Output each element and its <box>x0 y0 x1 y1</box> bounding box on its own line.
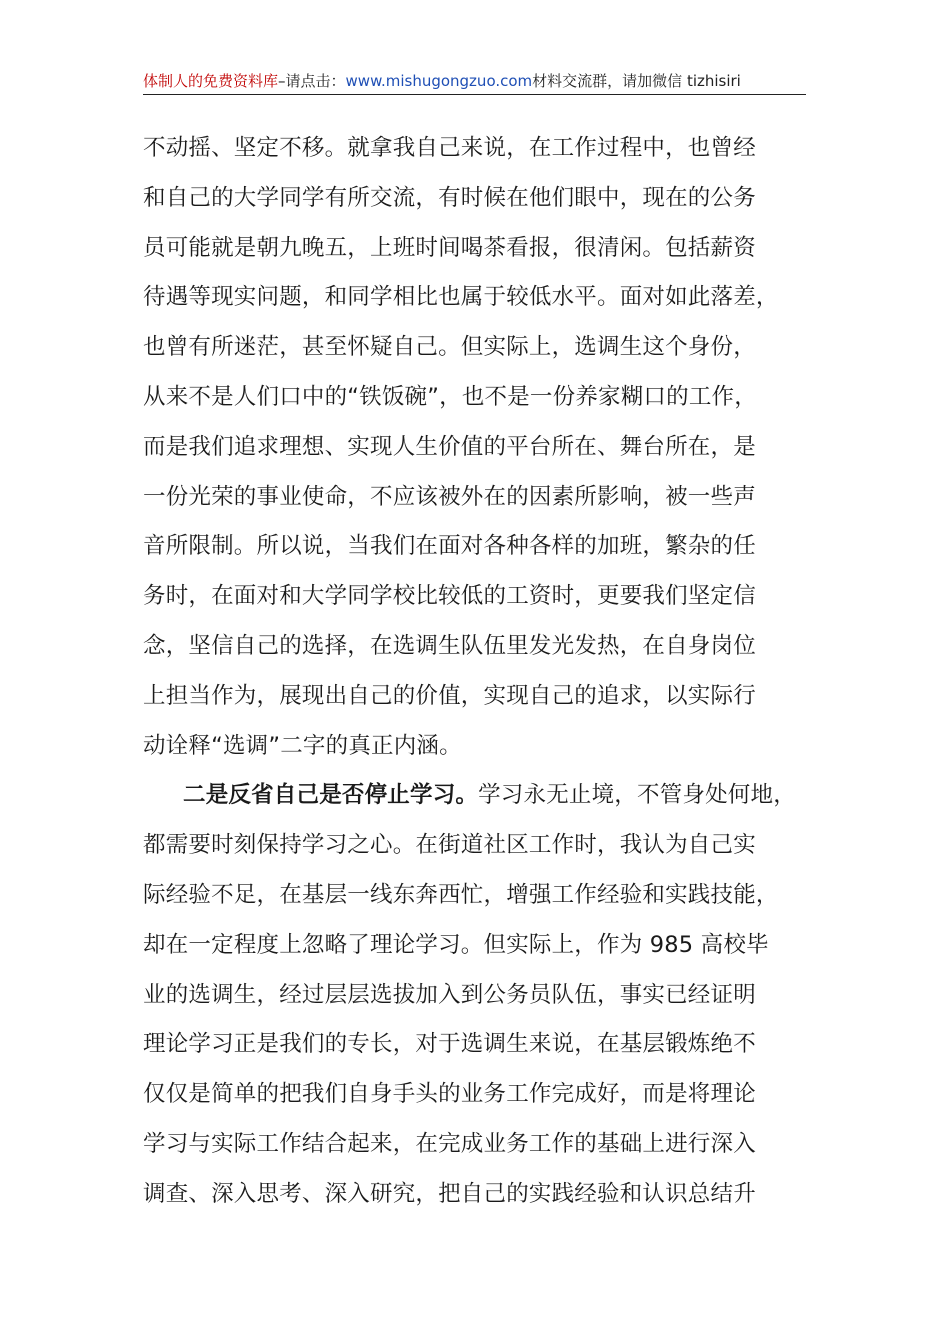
body-line: 学习与实际工作结合起来，在完成业务工作的基础上进行深入 <box>143 1130 756 1157</box>
body-line: 理论学习正是我们的专长，对于选调生来说，在基层锻炼绝不 <box>143 1031 756 1058</box>
site-name: 体制人的免费资料库 <box>143 72 279 90</box>
paragraph-2-first-line <box>143 771 813 821</box>
body-line: 业的选调生，经过层层选拔加入到公务员队伍，事实已经证明 <box>143 981 756 1008</box>
body-line: 而是我们追求理想、实现人生价值的平台所在、舞台所在，是 <box>143 433 756 460</box>
wechat-note: 材料交流群，请加微信 tizhisiri <box>532 72 741 90</box>
body-line: 一份光荣的事业使命，不应该被外在的因素所影响，被一些声 <box>143 483 756 510</box>
click-prompt: –请点击： <box>278 72 346 90</box>
body-line: 都需要时刻保持学习之心。在街道社区工作时，我认为自己实 <box>143 832 756 859</box>
body-line: 上担当作为，展现出自己的价值，实现自己的追求，以实际行 <box>143 682 756 709</box>
body-line: 员可能就是朝九晚五，上班时间喝茶看报，很清闲。包括薪资 <box>143 234 756 261</box>
paragraph-2-heading: 二是反省自己是否停止学习。 <box>183 782 479 809</box>
body-line: 仅仅是简单的把我们自身手头的业务工作完成好，而是将理论 <box>143 1081 756 1108</box>
body-line: 动诠释“选调”二字的真正内涵。 <box>143 732 462 759</box>
paragraph-2-first-text: 学习永无止境，不管身处何地， <box>478 782 796 809</box>
website-link[interactable]: www.mishugongzuo.com <box>345 72 533 90</box>
body-line: 际经验不足，在基层一线东奔西忙，增强工作经验和实践技能， <box>143 881 779 908</box>
body-line: 却在一定程度上忽略了理论学习。但实际上，作为 985 高校毕 <box>143 931 769 958</box>
body-line: 不动摇、坚定不移。就拿我自己来说，在工作过程中，也曾经 <box>143 135 756 161</box>
body-line: 也曾有所迷茫，甚至怀疑自己。但实际上，选调生这个身份， <box>143 334 756 361</box>
document-body <box>143 124 813 1220</box>
body-line: 待遇等现实问题，和同学相比也属于较低水平。面对如此落差， <box>143 284 779 311</box>
body-line: 调查、深入思考、深入研究，把自己的实践经验和认识总结升 <box>143 1180 756 1207</box>
body-line: 务时，在面对和大学同学校比较低的工资时，更要我们坚定信 <box>143 583 756 610</box>
body-line: 和自己的大学同学有所交流，有时候在他们眼中，现在的公务 <box>143 184 756 211</box>
page-header <box>143 70 806 95</box>
body-line: 念，坚信自己的选择，在选调生队伍里发光发热，在自身岗位 <box>143 632 756 659</box>
body-line: 音所限制。所以说，当我们在面对各种各样的加班，繁杂的任 <box>143 533 756 560</box>
body-line: 从来不是人们口中的“铁饭碗”，也不是一份养家糊口的工作， <box>143 383 757 410</box>
